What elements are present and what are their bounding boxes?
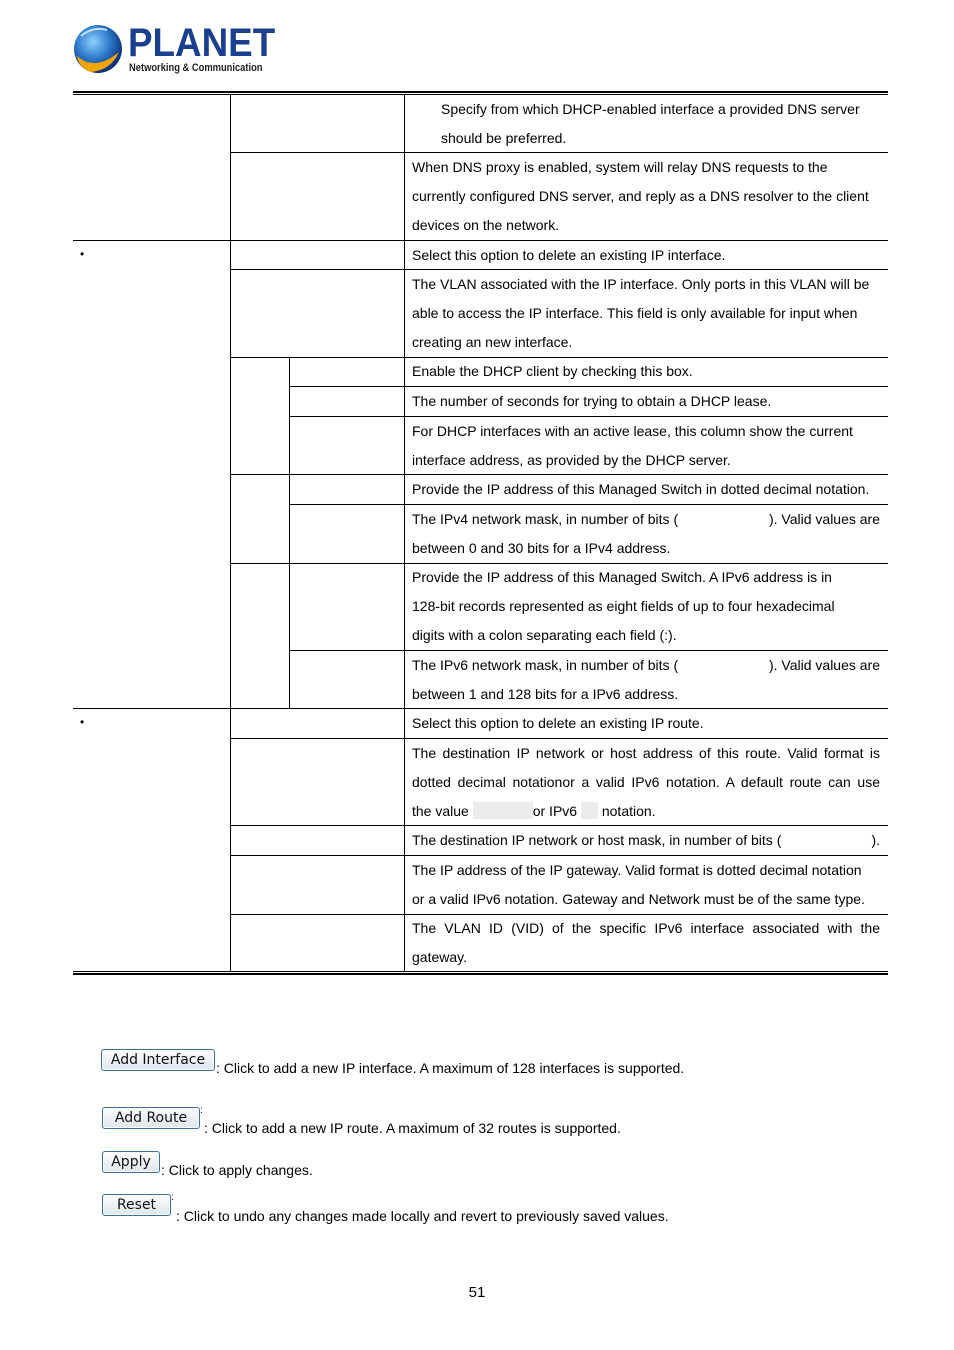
desc-interface-delete: Select this option to delete an existing IP interface. (412, 247, 726, 263)
col-divider-3 (404, 95, 405, 972)
apply-desc: : Click to apply changes. (161, 1162, 313, 1178)
reset-colon: : (171, 1192, 174, 1203)
desc-dns-interface: Specify from which DHCP-enabled interface a provided DNS server should be preferred. (441, 101, 860, 146)
reset-desc: : Click to undo any changes made locally and revert to previously saved values. (176, 1208, 669, 1224)
redacted-default-ipv4 (473, 802, 533, 819)
redacted-default-ipv6 (581, 802, 598, 819)
desc-route-gateway: The IP address of the IP gateway. Valid format is dotted decimal notation or a valid IPv6 notation. Gateway and Network must be of the same type. (412, 862, 865, 907)
desc-dhcp-enable: Enable the DHCP client by checking this box. (412, 363, 693, 379)
desc-route-vid: The VLAN ID (VID) of the specific IPv6 interface associated with the gateway. (412, 920, 880, 965)
planet-logo-globe-icon (71, 22, 131, 76)
add-route-button[interactable]: Add Route (102, 1107, 200, 1129)
table-top-rule (73, 91, 888, 93)
brand-tagline: Networking & Communication (129, 62, 263, 74)
brand-name: PLANET (128, 21, 276, 65)
bullet-ip-interfaces: • (80, 247, 85, 261)
desc-route-network: The destination IP network or host address of this route. Valid format is dotted decimal notationor a valid IPv6 notation. A default route can use the value or IPv6 notation. (412, 745, 880, 819)
desc-route-mask: The destination IP network or host mask, in number of bits ( ). (412, 832, 880, 848)
desc-interface-vlan: The VLAN associated with the IP interface. Only ports in this VLAN will be able to access the IP interface. This field is only available for input when creating an new interface. (412, 276, 870, 350)
col-divider-1 (230, 95, 231, 972)
add-interface-button[interactable]: Add Interface (101, 1049, 215, 1071)
add-interface-desc: : Click to add a new IP interface. A maximum of 128 interfaces is supported. (216, 1060, 685, 1076)
col-divider-2a (289, 357, 290, 708)
desc-dhcp-current: For DHCP interfaces with an active lease, this column show the current interface address, as provided by the DHCP server. (412, 423, 853, 468)
desc-route-delete: Select this option to delete an existing IP route. (412, 715, 704, 731)
desc-ipv4-mask: The IPv4 network mask, in number of bits ( ). Valid values are between 0 and 30 bits for a IPv4 address. (412, 511, 880, 556)
bullet-ip-routes: • (80, 715, 85, 729)
desc-ipv4-address: Provide the IP address of this Managed Switch in dotted decimal notation. (412, 481, 870, 497)
add-route-desc: : Click to add a new IP route. A maximum of 32 routes is supported. (204, 1120, 621, 1136)
desc-ipv6-address: Provide the IP address of this Managed Switch. A IPv6 address is in 128-bit records represented as eight fields of up to four hexadecimal digits with a colon separating each field (:). (412, 569, 835, 643)
desc-dns-proxy: When DNS proxy is enabled, system will relay DNS requests to the currently configured DNS server, and reply as a DNS resolver to the client devices on the network. (412, 159, 869, 233)
page-number: 51 (468, 1284, 486, 1301)
apply-button[interactable]: Apply (102, 1151, 160, 1173)
reset-button[interactable]: Reset (102, 1194, 171, 1216)
desc-ipv6-mask: The IPv6 network mask, in number of bits ( ). Valid values are between 1 and 128 bits for a IPv6 address. (412, 657, 880, 702)
table-bottom-rule-outer (73, 973, 888, 975)
add-route-colon: : (200, 1105, 203, 1116)
desc-dhcp-fallback: The number of seconds for trying to obtain a DHCP lease. (412, 393, 772, 409)
